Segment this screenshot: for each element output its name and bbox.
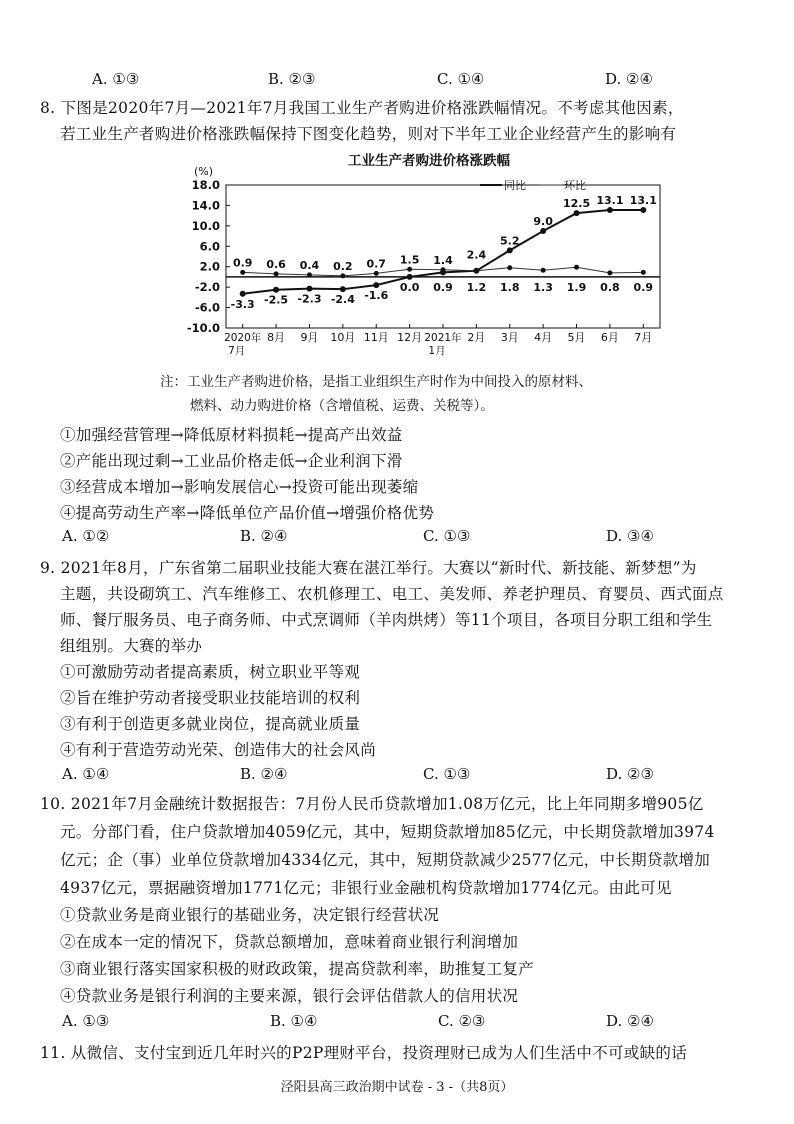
q9-stem-line-2: 主题，共设砌筑工、汽车维修工、农机修理工、电工、美发师、养老护理员、育婴员、西式面点	[60, 585, 724, 603]
x-tick-label: 2020年	[224, 332, 262, 344]
y-axis-unit: (%)	[194, 165, 214, 178]
q9-option-b: B. ②④	[240, 765, 288, 783]
q8-option-c: C. ①③	[423, 527, 471, 545]
data-label-yoy: 0.0	[399, 280, 420, 294]
q9-item-3: ③有利于创造更多就业岗位，提高就业质量	[60, 715, 361, 733]
data-point-yoy	[306, 286, 312, 292]
q8-item-4: ④提高劳动生产率→降低单位产品价值→增强价格优势	[60, 504, 435, 522]
data-label-yoy: 5.2	[500, 234, 520, 248]
data-label-mom: 1.4	[433, 253, 453, 267]
q9-option-c: C. ①③	[423, 765, 471, 783]
q8-item-3: ③经营成本增加→影响发展信心→投资可能出现萎缩	[60, 478, 419, 496]
q7-option-b: B. ②③	[268, 70, 316, 88]
q8-option-d: D. ③④	[606, 527, 654, 545]
q10-stem-line-4: 4937亿元，票据融资增加1771亿元；非银行业金融机构贷款增加1774亿元。由此可见	[60, 879, 672, 897]
data-point-mom	[340, 273, 345, 278]
data-label-mom: 0.4	[299, 258, 320, 272]
data-label-yoy: -2.4	[330, 293, 355, 307]
q9-item-1: ①可激励劳动者提高素质，树立职业平等观	[60, 663, 361, 681]
data-label-mom: 0.8	[600, 280, 620, 294]
x-tick-label: 2021年	[424, 332, 462, 344]
y-tick-label: 14.0	[191, 198, 220, 213]
x-tick-label-2: 7月	[228, 345, 246, 357]
data-label-mom: 0.6	[266, 257, 286, 271]
data-label-yoy: -3.3	[230, 297, 255, 311]
data-point-mom	[541, 268, 546, 273]
data-label-yoy: 0.9	[433, 280, 453, 294]
data-point-mom	[307, 272, 312, 277]
q7-option-a: A. ①③	[92, 70, 140, 88]
y-tick-label: 18.0	[191, 178, 220, 192]
data-label-mom: 1.3	[533, 280, 553, 294]
data-label-mom: 0.9	[633, 280, 654, 294]
q10-item-4: ④贷款业务是银行利润的主要来源，银行会评估借款人的信用状况	[60, 987, 519, 1005]
q10-option-a: A. ①③	[62, 1012, 110, 1030]
data-point-mom	[641, 270, 646, 275]
data-point-yoy	[640, 207, 646, 213]
x-tick-label: 4月	[534, 331, 553, 344]
chart-note-line-1: 注：工业生产者购进价格，是指工业组织生产时作为中间投入的原材料、	[160, 374, 592, 390]
q9-options	[0, 765, 794, 789]
data-point-mom	[607, 270, 612, 275]
data-label-yoy: 12.5	[562, 197, 591, 211]
data-point-yoy	[607, 207, 613, 213]
q9-stem-line-1: 9. 2021年8月，广东省第二届职业技能大赛在湛江举行。大赛以“新时代、新技能、新梦想”为	[40, 559, 697, 577]
y-tick-label: -6.0	[194, 300, 220, 315]
q9-stem-line-3: 师、餐厅服务员、电子商务师、中式烹调师（羊肉烘烤）等11个项目，各项目分职工组和学生	[60, 611, 713, 629]
data-point-yoy	[407, 274, 413, 280]
chart-title: 工业生产者购进价格涨跌幅	[348, 153, 510, 169]
data-point-mom	[507, 265, 512, 270]
data-point-mom	[374, 271, 379, 276]
y-tick-label: 10.0	[191, 218, 220, 233]
data-label-mom: 0.2	[333, 259, 353, 273]
data-point-yoy	[273, 287, 279, 293]
q10-stem-line-3: 亿元；企（事）业单位贷款增加4334亿元，其中，短期贷款减少2577亿元，中长期贷款增加	[60, 851, 711, 869]
data-point-mom	[407, 267, 412, 272]
data-point-yoy	[507, 247, 513, 253]
q10-option-c: C. ②③	[438, 1012, 486, 1030]
data-label-mom: 1.2	[466, 280, 487, 294]
q8-item-2: ②产能出现过剩→工业品价格走低→企业利润下滑	[60, 452, 403, 470]
x-tick-label: 3月	[500, 331, 519, 344]
x-tick-label: 7月	[634, 331, 653, 344]
q9-stem-line-4: 组组别。大赛的举办	[60, 637, 203, 655]
page-footer: 泾阳县高三政治期中试卷 - 3 -（共8页）	[280, 1080, 514, 1095]
data-point-mom	[474, 268, 479, 273]
q10-option-b: B. ①④	[270, 1012, 318, 1030]
y-tick-label: 6.0	[199, 239, 220, 254]
data-label-mom: 0.9	[232, 256, 253, 270]
q8-option-a: A. ①②	[62, 527, 110, 545]
q9-option-d: D. ②③	[606, 765, 654, 783]
q10-option-d: D. ②④	[606, 1012, 654, 1030]
data-point-yoy	[373, 282, 379, 288]
data-point-mom	[274, 271, 279, 276]
data-point-yoy	[340, 286, 346, 292]
data-label-yoy: 13.1	[596, 194, 624, 208]
q10-options	[0, 1012, 794, 1036]
q10-item-2: ②在成本一定的情况下，贷款总额增加，意味着商业银行利润增加	[60, 933, 519, 951]
data-label-yoy: 9.0	[533, 214, 553, 228]
q10-stem-line-2: 元。分部门看，住户贷款增加4059亿元，其中，短期贷款增加85亿元，中长期贷款增加3974	[60, 823, 715, 841]
q7-option-c: C. ①④	[437, 70, 485, 88]
data-point-mom	[240, 270, 245, 275]
data-label-yoy: -2.5	[264, 293, 289, 307]
x-tick-label: 2月	[467, 331, 486, 344]
price-change-chart	[150, 160, 670, 360]
x-tick-label: 12月	[397, 331, 423, 344]
x-tick-label: 6月	[600, 331, 619, 344]
q10-item-3: ③商业银行落实国家积极的财政政策，提高贷款利率，助推复工复产	[60, 960, 535, 978]
x-tick-label-2: 1月	[428, 345, 446, 357]
x-tick-label: 5月	[567, 331, 586, 344]
q8-options	[0, 527, 794, 551]
data-point-yoy	[574, 210, 580, 216]
data-point-mom	[441, 267, 446, 272]
q7-option-d: D. ②④	[605, 70, 653, 88]
q9-item-2: ②旨在维护劳动者接受职业技能培训的权利	[60, 689, 361, 707]
chart-note-line-2: 燃料、动力购进价格（含增值税、运费、关税等）。	[190, 398, 494, 414]
y-tick-label: -2.0	[194, 280, 220, 295]
q11-stem-line-1: 11. 从微信、支付宝到近几年时兴的P2P理财平台，投资理财已成为人们生活中不可或缺的话	[40, 1044, 687, 1062]
x-tick-label: 10月	[330, 331, 356, 344]
q10-item-1: ①贷款业务是商业银行的基础业务，决定银行经营状况	[60, 906, 440, 924]
q8-item-1: ①加强经营管理→降低原材料损耗→提高产出效益	[60, 426, 403, 444]
data-label-yoy: 13.1	[629, 194, 657, 208]
x-tick-label: 8月	[267, 331, 286, 344]
q10-stem-line-1: 10. 2021年7月金融统计数据报告：7月份人民币贷款增加1.08万亿元，比上年同期多增905亿	[40, 795, 704, 813]
legend-label-yoy: 同比	[504, 179, 526, 192]
q8-option-b: B. ②④	[240, 527, 288, 545]
data-label-yoy: -2.3	[297, 292, 322, 306]
q9-option-a: A. ①④	[62, 765, 110, 783]
x-tick-label: 9月	[300, 331, 319, 344]
y-tick-label: -10.0	[186, 321, 220, 335]
x-tick-label: 11月	[363, 331, 389, 344]
data-label-mom: 1.8	[500, 280, 520, 294]
q8-stem-line-2: 若工业生产者购进价格涨跌幅保持下图变化趋势，则对下半年工业企业经营产生的影响有	[60, 125, 677, 143]
y-tick-label: 2.0	[199, 259, 220, 274]
data-label-mom: 0.7	[366, 257, 386, 271]
q9-item-4: ④有利于营造劳动光荣、创造伟大的社会风尚	[60, 741, 377, 759]
data-label-mom: 1.5	[399, 253, 420, 267]
data-point-yoy	[240, 291, 246, 297]
q7-options	[0, 70, 794, 94]
data-point-mom	[574, 265, 579, 270]
data-label-yoy: 2.4	[466, 248, 487, 262]
data-label-yoy: -1.6	[364, 289, 389, 303]
data-point-yoy	[540, 228, 546, 234]
q8-stem-line-1: 8. 下图是2020年7月—2021年7月我国工业生产者购进价格涨跌幅情况。不考虑其他因素，	[40, 99, 684, 117]
data-label-mom: 1.9	[566, 280, 587, 294]
legend-label-mom: 环比	[564, 179, 586, 192]
